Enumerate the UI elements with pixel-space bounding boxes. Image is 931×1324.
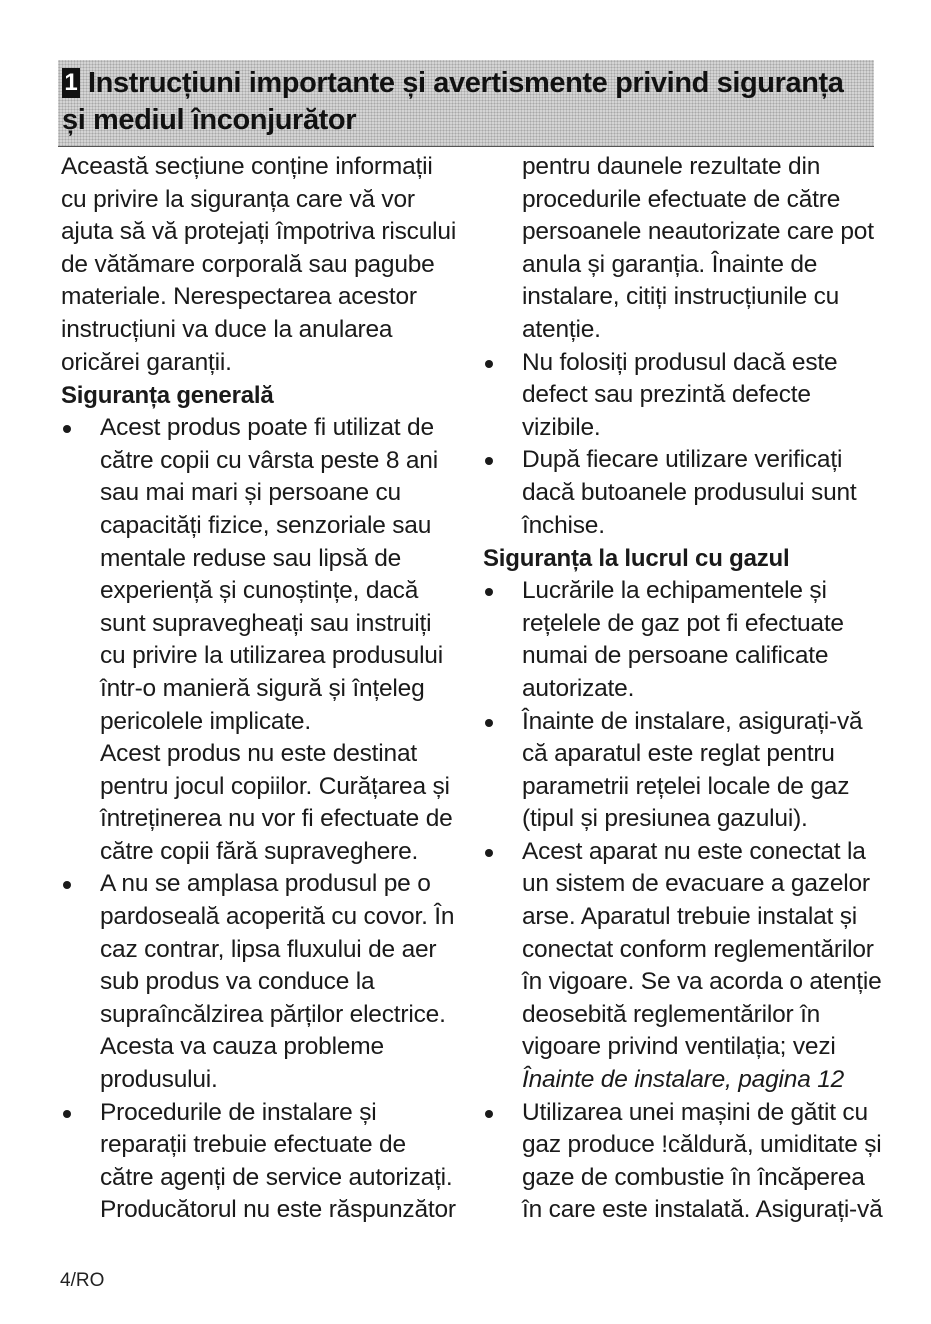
list-item-text: Utilizarea unei mașini de gătit cu gaz produce !căldură, umiditate și gaze de combustie în încăperea în care este instalată. Asigurați-vă (522, 1098, 883, 1224)
list-item-text: Acest aparat nu este conectat la un sistem de evacuare a gazelor arse. Aparatul trebuie instalat și conectat conform reglementărilor în vigoare. Se va acorda o atenție deosebită reglementărilor în vigoare privind ventilația; vezi (522, 837, 882, 1061)
list-item (483, 575, 883, 705)
left-column (61, 151, 461, 1227)
list-item-text: Procedurile de instalare și reparații trebuie efectuate de către agenți de service autorizați. Producătorul nu este răspunzător (100, 1098, 456, 1224)
list-item-text: Lucrările la echipamentele și rețelele de gaz pot fi efectuate numai de persoane calificate autorizate. (522, 577, 844, 702)
list-item-text: Acest produs poate fi utilizat de către copii cu vârsta peste 8 ani sau mai mari și persoane cu capacități fizice, senzoriale sau mentale reduse sau lipsă de experiență și cunoștințe, dacă sunt supravegheați sau instruiți cu privire la utilizarea produsului într-o manieră sigură și înțeleg pericolele implicate. (100, 414, 443, 735)
list-item (61, 868, 461, 1096)
list-item-text: Înainte de instalare, asigurați-vă că aparatul este reglat pentru parametrii rețelei locale de gaz (tipul și presiunea gazului). (522, 707, 863, 833)
general-safety-list (61, 412, 461, 738)
page-number: 4/RO (60, 1270, 105, 1291)
list-item-text: Nu folosiți produsul dacă este defect sau prezintă defecte vizibile. (522, 348, 838, 441)
list-item-text: A nu se amplasa produsul pe o pardoseală acoperită cu covor. În caz contrar, lipsa fluxului de aer sub produs va conduce la supraîncălzirea părților electrice. Acesta va cauza probleme produsului. (100, 870, 455, 1094)
list-item (61, 1097, 461, 1227)
list-item (61, 412, 461, 738)
section-number-badge: 1 (62, 68, 80, 98)
gas-safety-heading: Siguranța la lucrul cu gazul (483, 545, 790, 573)
list-item (483, 1097, 883, 1227)
general-safety-list-cont (61, 868, 461, 1227)
right-column (483, 151, 883, 1227)
list-item (483, 444, 883, 542)
section-title: Instrucțiuni importante și avertismente privind siguranța și mediul înconjurător (62, 67, 844, 136)
list-item-text: După fiecare utilizare verificați dacă butoanele produsului sunt închise. (522, 446, 857, 539)
general-safety-list-right (483, 347, 883, 543)
list-item-continuation: pentru daunele rezultate din procedurile efectuate de către persoanele neautorizate care pot anula și garanția. Înainte de instalare, citiți instrucțiunile cu atenție. (522, 153, 874, 343)
list-item (483, 706, 883, 836)
intro-paragraph: Această secțiune conține informații cu privire la siguranța care vă vor ajuta să vă protejați împotriva riscului de vătămare corporală sau pagube materiale. Nerespectarea acestor instrucțiuni va duce la anularea oricărei garanții. (61, 153, 457, 376)
section-header (58, 60, 874, 147)
list-item-continuation: Acest produs nu este destinat pentru jocul copiilor. Curățarea și întreținerea nu vor fi efectuate de către copii fără supraveghere. (100, 740, 453, 865)
cross-reference: Înainte de instalare, pagina 12 (522, 1066, 845, 1094)
general-safety-heading: Siguranța generală (61, 382, 274, 410)
gas-safety-list (483, 575, 883, 1227)
list-item (483, 836, 883, 1097)
list-item (483, 347, 883, 445)
